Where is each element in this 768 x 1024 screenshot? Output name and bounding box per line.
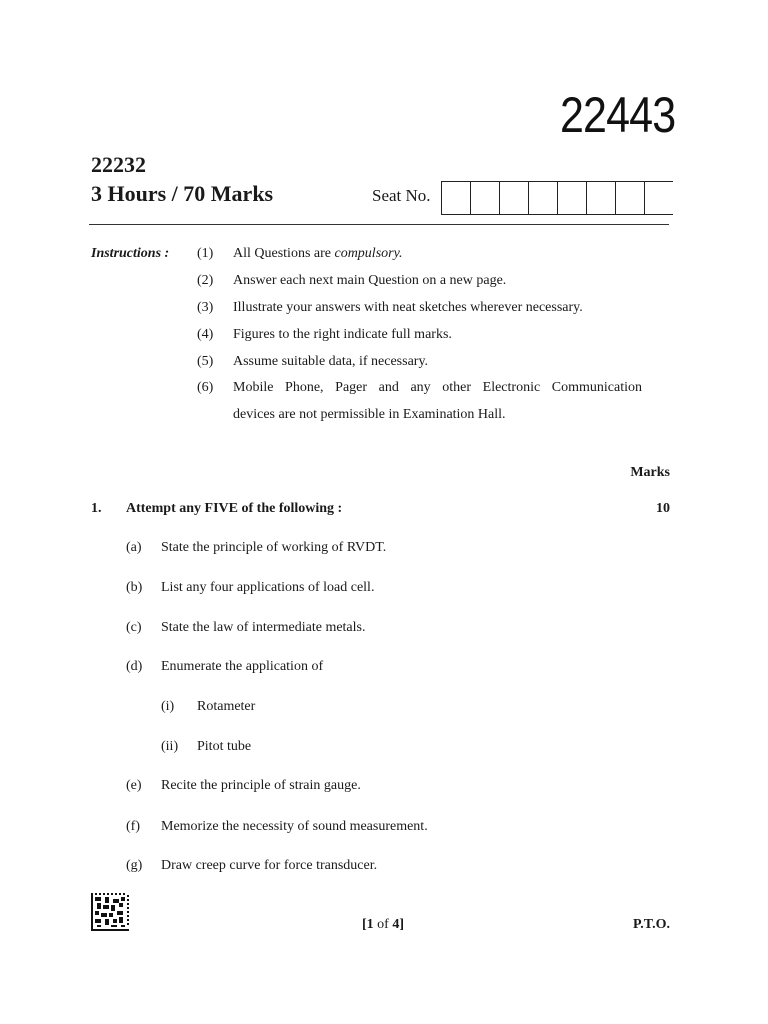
- instruction-text: Figures to the right indicate full marks.: [233, 327, 452, 342]
- please-turn-over: P.T.O.: [633, 917, 670, 932]
- subquestion-text: List any four applications of load cell.: [161, 580, 375, 595]
- instruction-text: All Questions are compulsory.: [233, 246, 403, 261]
- subpart-text: Rotameter: [197, 699, 256, 714]
- page-number: [1 of 4]: [362, 917, 405, 932]
- seat-box: [586, 182, 615, 214]
- instruction-text: Mobile Phone, Pager and any other Electronic Communication: [233, 380, 642, 395]
- subquestion-text: Recite the principle of strain gauge.: [161, 778, 361, 793]
- subquestion-label: (c): [126, 620, 142, 635]
- subquestion-text: State the law of intermediate metals.: [161, 620, 366, 635]
- marks-column-heading: Marks: [630, 465, 670, 480]
- seat-box: [644, 182, 673, 214]
- seat-box: [470, 182, 499, 214]
- question-text: Attempt any FIVE of the following :: [126, 501, 343, 516]
- seat-box: [615, 182, 644, 214]
- data-matrix-code: [91, 893, 129, 931]
- seat-number-label: Seat No.: [372, 186, 431, 205]
- seat-box: [528, 182, 557, 214]
- subpart-label: (i): [161, 699, 175, 714]
- exam-duration-marks: 3 Hours / 70 Marks: [91, 181, 274, 206]
- subquestion-text: Enumerate the application of: [161, 659, 324, 674]
- instruction-number: (1): [197, 246, 214, 261]
- seat-box: [499, 182, 528, 214]
- instruction-number: (5): [197, 354, 214, 369]
- seat-box: [557, 182, 586, 214]
- subquestion-label: (d): [126, 659, 143, 674]
- subquestion-text: Memorize the necessity of sound measurement.: [161, 819, 428, 834]
- instruction-number: (2): [197, 273, 214, 288]
- seat-box: [441, 182, 470, 214]
- instruction-text: Answer each next main Question on a new page.: [233, 273, 507, 288]
- instructions-label: Instructions :: [91, 246, 170, 261]
- subquestion-label: (f): [126, 819, 140, 834]
- subquestion-label: (b): [126, 580, 143, 595]
- instruction-number: (6): [197, 380, 214, 395]
- question-number: 1.: [91, 501, 102, 516]
- instruction-number: (3): [197, 300, 214, 315]
- instruction-number: (4): [197, 327, 214, 342]
- subquestion-label: (a): [126, 540, 142, 555]
- header-divider: [89, 224, 669, 225]
- subquestion-text: State the principle of working of RVDT.: [161, 540, 387, 555]
- subquestion-text: Draw creep curve for force transducer.: [161, 858, 378, 873]
- instruction-text-continued: devices are not permissible in Examination Hall.: [233, 407, 506, 422]
- subpart-text: Pitot tube: [197, 739, 252, 754]
- subject-code: 22232: [91, 152, 146, 177]
- subquestion-label: (e): [126, 778, 142, 793]
- instruction-text: Illustrate your answers with neat sketches wherever necessary.: [233, 300, 583, 315]
- subpart-label: (ii): [161, 739, 179, 754]
- paper-code: 22443: [560, 87, 676, 143]
- instruction-text: Assume suitable data, if necessary.: [233, 354, 429, 369]
- subquestion-label: (g): [126, 858, 143, 873]
- question-marks: 10: [656, 501, 670, 516]
- seat-number-boxes: [441, 181, 673, 215]
